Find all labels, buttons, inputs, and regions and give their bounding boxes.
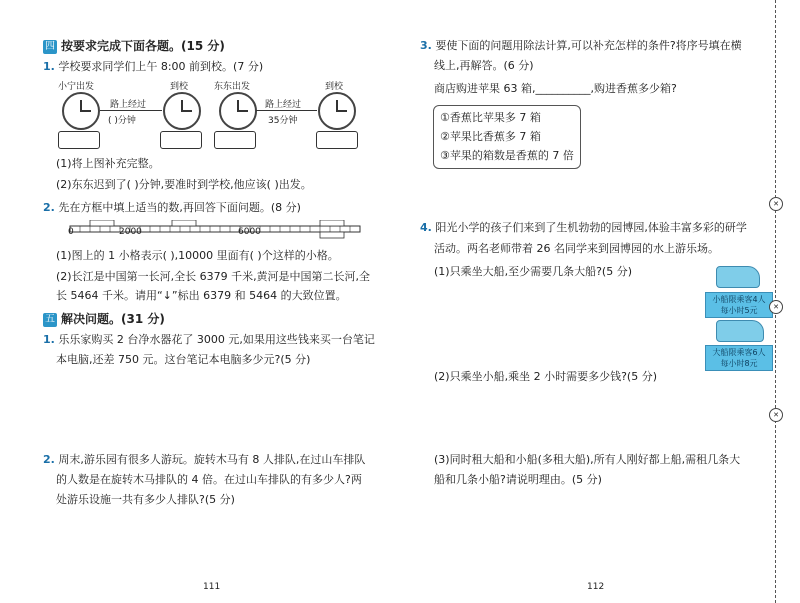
q5-2-text1: 周末,游乐园有很多人游玩。旋转木马有 8 人排队,在过山车排队 [58,453,366,466]
q1-number: 1. [43,60,55,73]
clock-icon [318,92,356,130]
section4-number: 四 [45,41,55,52]
section5-heading [43,310,165,329]
label-arrive-2: 到校 [325,82,344,92]
time-answer-box[interactable] [316,131,358,149]
via-label-1: 路上经过 [110,100,147,110]
clock-icon [62,92,100,130]
tick-2000: 2000 [119,227,142,237]
q4-sub1: (1)只乘坐大船,至少需要几条大船?(5 分) [434,265,632,278]
page-number-right: 112 [587,582,605,592]
q4-sub3a: (3)同时租大船和小船(多租大船),所有人刚好都上船,需租几条大 [434,453,741,466]
q5-1-number: 1. [43,333,55,346]
q2-sub2b: 长 5464 千米。请用“↓”标出 6379 和 5464 的大致位置。 [56,289,347,302]
time-answer-box[interactable] [160,131,202,149]
page-number-left: 111 [203,582,221,592]
q5-1-line1 [43,331,375,349]
connector-line [100,110,162,111]
clock-icon [219,92,257,130]
q1-question: 学校要求同学们上午 8:00 前到校。(7 分) [58,60,264,73]
q4-sub3b: 船和几条小船?请说明理由。(5 分) [434,473,602,486]
q2-question: 先在方框中填上适当的数,再回答下面问题。(8 分) [58,201,301,214]
label-xiaoning-depart: 小宁出发 [58,82,95,92]
big-boat-price: 每小时8元 [720,359,758,368]
q4-number: 4. [420,221,432,234]
q5-1-line2: 本电脑,还差 750 元。这台笔记本电脑多少元?(5 分) [56,353,311,366]
q2-number: 2. [43,201,55,214]
tick-6000: 6000 [238,227,261,237]
big-boat-icon [716,320,764,342]
q4-line1 [420,219,747,237]
time-answer-box[interactable] [58,131,100,149]
q3-options-box [433,105,581,169]
big-boat-capacity: 大船限乘客6人 [712,348,766,357]
small-boat-badge [705,292,773,318]
via-label-2: 路上经过 [265,100,302,110]
q3-line1 [420,37,742,55]
binding-hole-icon: ✕ [769,408,783,422]
section4-title: 按要求完成下面各题。(15 分) [61,39,225,53]
q2-sub1: (1)图上的 1 小格表示( ),10000 里面有( )个这样的小格。 [56,249,339,262]
q4-line2: 活动。两名老师带着 26 名同学来到园博园的水上游乐场。 [434,242,719,255]
time-answer-box[interactable] [214,131,256,149]
q5-2-line3: 处游乐设施一共有多少人排队?(5 分) [56,493,235,506]
q1-sub1: (1)将上图补充完整。 [56,157,160,170]
via-time-2: 35分钟 [268,116,298,126]
q4-text1: 阳光小学的孩子们来到了生机勃勃的园博园,体验丰富多彩的研学 [435,221,747,234]
section5-number: 五 [45,314,55,325]
small-boat-icon [716,266,760,288]
q5-2-number: 2. [43,453,55,466]
section5-title: 解决问题。(31 分) [61,312,165,326]
tick-0: 0 [68,227,74,237]
binding-hole-icon: ✕ [769,197,783,211]
binding-hole-icon: ✕ [769,300,783,314]
label-dongdong-depart: 东东出发 [214,82,251,92]
q3-option-1: ①香蕉比苹果多 7 箱 [440,111,541,124]
q4-sub2: (2)只乘坐小船,乘坐 2 小时需要多少钱?(5 分) [434,370,657,383]
q2-text [43,199,301,217]
q3-number: 3. [420,39,432,52]
q3-line3: 商店购进苹果 63 箱,__________,购进香蕉多少箱? [434,82,677,95]
q1-text [43,58,263,76]
q5-2-line2: 的人数是在旋转木马排队的 4 倍。在过山车排队的有多少人?两 [56,473,362,486]
clock-icon [163,92,201,130]
q3-line2: 线上,再解答。(6 分) [434,59,534,72]
q3-option-3: ③苹果的箱数是香蕉的 7 倍 [440,149,574,162]
q3-option-2: ②苹果比香蕉多 7 箱 [440,130,541,143]
number-line [52,220,382,244]
connector-line [256,110,317,111]
q5-1-text1: 乐乐家购买 2 台净水器花了 3000 元,如果用这些钱来买一台笔记 [58,333,375,346]
q3-text1: 要使下面的问题用除法计算,可以补充怎样的条件?将序号填在横 [435,39,742,52]
q5-2-line1 [43,451,365,469]
q1-sub2: (2)东东迟到了( )分钟,要准时到学校,他应该( )出发。 [56,178,312,191]
via-time-1: ( )分钟 [108,116,136,126]
small-boat-capacity: 小船限乘客4人 [712,295,766,304]
label-arrive-1: 到校 [170,82,189,92]
section4-heading [43,37,225,56]
small-boat-price: 每小时5元 [720,306,758,315]
q2-sub2a: (2)长江是中国第一长河,全长 6379 千米,黄河是中国第二长河,全 [56,270,371,283]
big-boat-badge [705,345,773,371]
